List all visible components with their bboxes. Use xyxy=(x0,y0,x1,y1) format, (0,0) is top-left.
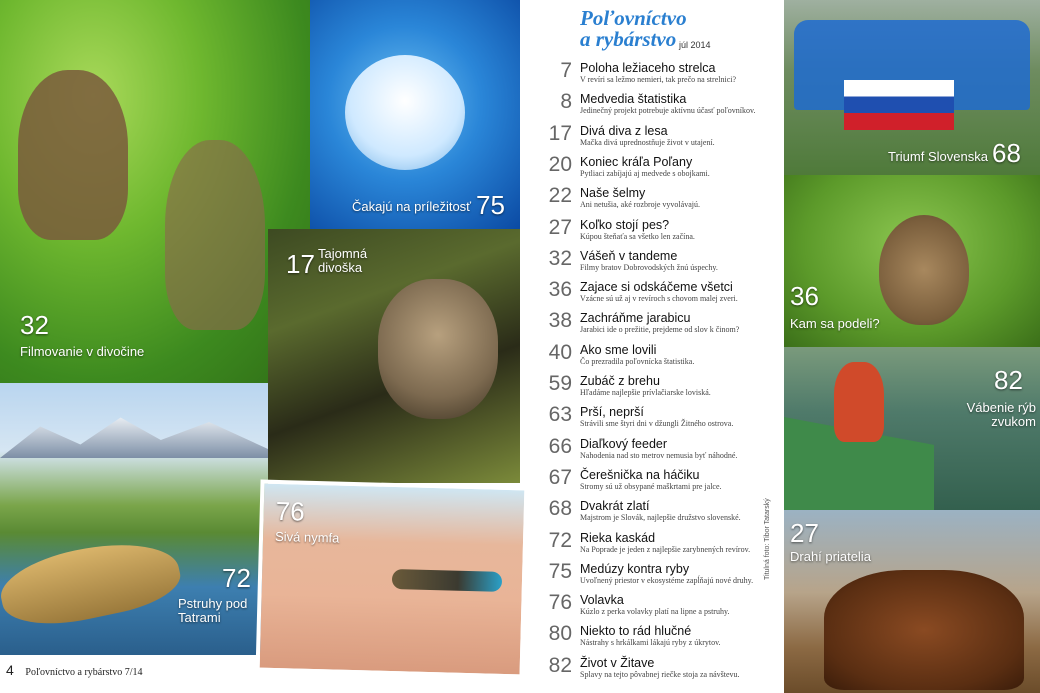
toc-page-number: 32 xyxy=(548,246,572,270)
toc-entry xyxy=(540,467,780,497)
toc-entry xyxy=(540,530,780,560)
toc-title: Medúzy kontra ryby xyxy=(580,561,690,576)
photo-number: 82 xyxy=(994,365,1023,395)
toc-title: Vášeň v tandeme xyxy=(580,248,678,263)
toc-title: Diaľkový feeder xyxy=(580,436,668,451)
wildcat-figure xyxy=(378,279,498,419)
page-footer xyxy=(6,662,143,678)
toc-title: Zajace si odskáčeme všetci xyxy=(580,280,733,295)
toc-description: Uvoľnený priestor v ekosystéme zapĺňajú nové druhy. xyxy=(580,575,754,585)
toc-description: Majstrom je Slovák, najlepšie družstvo slovenské. xyxy=(580,513,741,523)
photo-number: 72 xyxy=(222,563,251,593)
toc-title: Poloha ležiaceho strelca xyxy=(580,61,716,75)
toc-title: Koniec kráľa Poľany xyxy=(580,154,693,169)
toc-entry xyxy=(540,498,780,528)
toc-page-number: 8 xyxy=(560,90,572,114)
nymph-figure xyxy=(392,569,502,592)
toc-title: Koľko stojí pes? xyxy=(580,217,670,232)
photo-credit: Titulná foto: Tibor Tatarský xyxy=(764,498,771,580)
toc-page-number: 76 xyxy=(548,591,572,615)
toc-description: Nahodenia nad sto metrov nemusia byť náhodné. xyxy=(580,450,738,460)
toc-page-number: 22 xyxy=(548,184,572,208)
photo-wildcat xyxy=(268,229,520,483)
toc-entry xyxy=(540,279,780,309)
toc-entry xyxy=(540,592,780,622)
toc-description: Pytliaci zabíjajú aj medvede s obojkami. xyxy=(580,168,710,178)
toc-page-number: 68 xyxy=(548,497,572,521)
photo-caption: Pstruhy pod Tatrami xyxy=(178,596,248,625)
toc-page-number: 20 xyxy=(548,152,572,176)
photo-river-trout xyxy=(0,383,268,655)
photo-hare xyxy=(784,175,1040,347)
toc-entry xyxy=(540,404,780,434)
toc-entry xyxy=(540,655,780,685)
photo-number: 27 xyxy=(790,518,819,548)
toc-description: Strávili sme štyri dni v džungli Žitného ostrova. xyxy=(580,419,734,429)
toc-entry xyxy=(540,436,780,466)
slovak-flag xyxy=(844,80,954,130)
toc-entry xyxy=(540,561,780,591)
photo-boat-fishing xyxy=(784,347,1040,510)
toc-entry xyxy=(540,217,780,247)
masthead-logo xyxy=(580,8,687,50)
footer-text: Poľovníctvo a rybárstvo 7/14 xyxy=(25,667,143,678)
toc-title: Volavka xyxy=(580,593,624,608)
toc-entry xyxy=(540,623,780,653)
toc-page-number: 59 xyxy=(548,372,572,395)
jellyfish-figure xyxy=(345,55,465,170)
photo-number: 68 xyxy=(992,138,1021,168)
deer-figure xyxy=(165,140,265,330)
toc-title: Rieka kaskád xyxy=(580,530,656,545)
toc-description: Jedinečný projekt potrebuje aktívnu účasť poľovníkov. xyxy=(580,106,756,116)
hare-figure xyxy=(879,215,969,325)
masthead-line1: Poľovníctvo xyxy=(580,6,687,30)
toc-title: Zachráňme jarabicu xyxy=(580,311,691,326)
toc-page-number: 40 xyxy=(548,340,572,364)
mountains-figure xyxy=(0,413,268,458)
toc-page-number: 38 xyxy=(548,309,572,333)
issue-date: júl 2014 xyxy=(679,40,711,50)
toc-page-number: 80 xyxy=(548,622,572,646)
photo-fly-nymph xyxy=(256,480,529,679)
dogs-figure xyxy=(824,570,1024,690)
toc-title: Prší, neprší xyxy=(580,405,644,420)
toc-page-number: 67 xyxy=(548,465,572,489)
page-number: 4 xyxy=(6,662,14,678)
photo-dogs xyxy=(784,510,1040,693)
toc-description: Na Poprade je jeden z najlepšie zarybnených revírov. xyxy=(580,544,751,554)
toc-entry xyxy=(540,248,780,278)
photo-caption: Kam sa podeli? xyxy=(790,316,880,331)
toc-page-number: 72 xyxy=(548,528,572,552)
toc-page-number: 17 xyxy=(548,121,572,145)
angler-figure xyxy=(834,362,884,442)
toc-description: Kúzlo z perka volavky platí na lipne a pstruhy. xyxy=(580,607,730,617)
toc-entry xyxy=(540,373,780,403)
toc-description: Vzácne sú už aj v revíroch s chovom malej zveri. xyxy=(580,294,738,304)
toc-description: Čo prezradila poľovnícka štatistika. xyxy=(580,356,695,366)
toc-page-number: 63 xyxy=(548,403,572,427)
trout-figure xyxy=(0,530,185,636)
toc-page-number: 75 xyxy=(548,559,572,583)
toc-page-number: 82 xyxy=(548,653,572,677)
deer-figure xyxy=(18,70,128,240)
photo-number: 17 xyxy=(286,249,315,279)
photo-number: 36 xyxy=(790,281,819,311)
toc-description: Jarabici ide o prežitie, prejdeme od slov k činom? xyxy=(580,325,740,335)
photo-number: 76 xyxy=(275,495,306,527)
toc-description: Filmy bratov Dobrovodských žnú úspechy. xyxy=(580,262,718,272)
photo-caption: Triumf Slovenska xyxy=(888,149,988,164)
photo-team xyxy=(784,0,1040,175)
toc-title: Zubáč z brehu xyxy=(580,374,660,388)
photo-number: 32 xyxy=(20,310,49,340)
photo-caption: Tajomná divoška xyxy=(318,246,368,275)
photo-caption: Filmovanie v divočine xyxy=(20,344,145,359)
masthead-line2: a rybárstvo xyxy=(580,27,677,51)
toc-description: Nástrahy s hrkálkami lákajú ryby z úkrytov. xyxy=(580,638,721,648)
toc-entry xyxy=(540,185,780,215)
toc-title: Niekto to rád hlučné xyxy=(580,624,692,639)
toc-title: Medvedia štatistika xyxy=(580,92,687,107)
toc-description: Mačka divá uprednostňuje život v utajení. xyxy=(580,137,715,147)
photo-jellyfish xyxy=(310,0,520,229)
toc-entry xyxy=(540,91,780,121)
toc-description: Ani netušia, aké rozbroje vyvolávajú. xyxy=(580,200,700,210)
toc-description: V revíri sa ležmo nemieri, tak prečo na strelnici? xyxy=(580,75,737,84)
photo-caption: Drahí priatelia xyxy=(790,549,871,564)
toc-description: Stromy sú už obsypané maškrtami pre jalce. xyxy=(580,481,722,491)
toc-title: Ako sme lovili xyxy=(580,342,657,357)
toc-page-number: 66 xyxy=(548,434,572,458)
photo-caption: Čakajú na príležitosť xyxy=(352,199,472,214)
photo-number: 75 xyxy=(476,190,505,220)
toc-entry xyxy=(540,154,780,184)
toc-page-number: 36 xyxy=(548,278,572,302)
photo-caption: Vábenie rýb zvukom xyxy=(966,400,1036,429)
toc-entry xyxy=(540,310,780,340)
toc-description: Hľadáme najlepšie prívlačiarske loviská. xyxy=(580,388,711,397)
toc-title: Čerešnička na háčiku xyxy=(580,467,700,482)
toc-title: Dvakrát zlatí xyxy=(580,499,650,514)
toc-page-number: 27 xyxy=(548,215,572,239)
toc-title: Divá diva z lesa xyxy=(580,123,668,138)
photo-caption: Sivá nymfa xyxy=(274,528,340,546)
toc-entry xyxy=(540,123,780,153)
toc-title: Život v Žitave xyxy=(580,655,655,670)
toc-description: Kúpou šteňaťa sa všetko len začína. xyxy=(580,231,695,241)
toc-title: Naše šelmy xyxy=(580,186,646,201)
toc-description: Splavy na tejto pôvabnej riečke stoja za návštevu. xyxy=(580,669,740,679)
toc-entry xyxy=(540,60,780,90)
toc-entry xyxy=(540,342,780,372)
toc-page-number: 7 xyxy=(560,59,572,82)
photo-deer xyxy=(0,0,310,383)
